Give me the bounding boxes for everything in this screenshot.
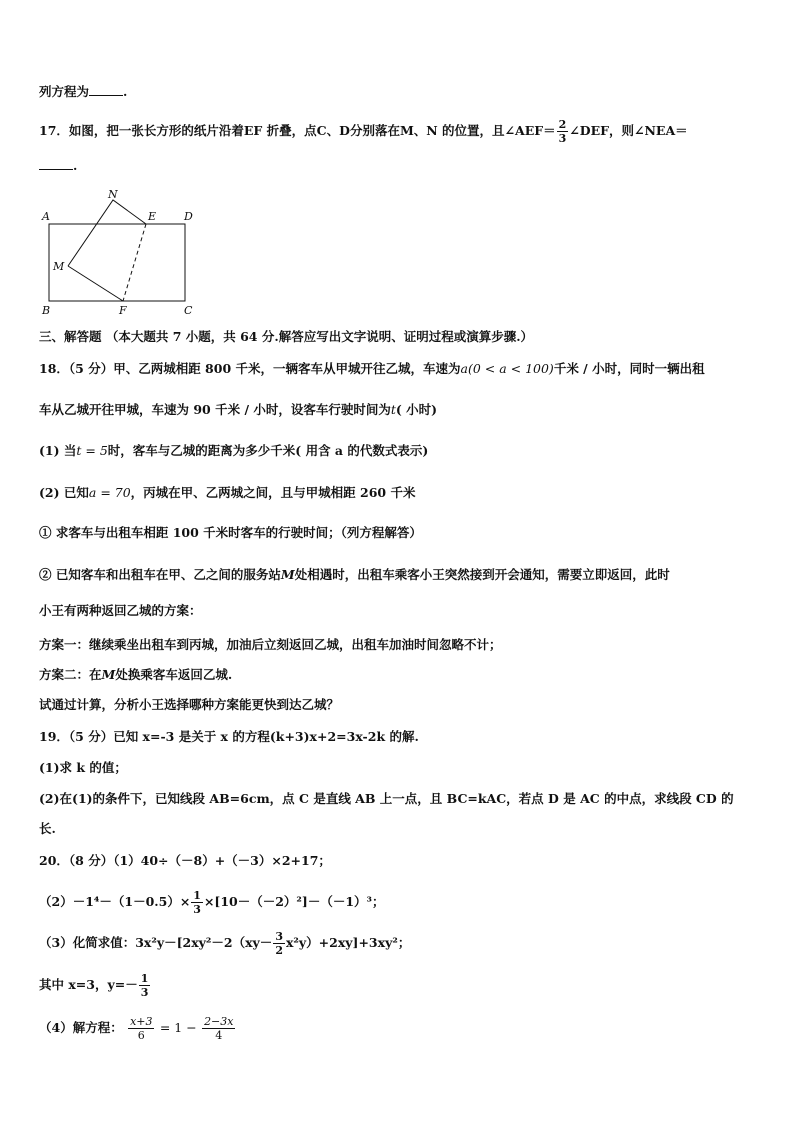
q20-fraction-1: $\frac{1}{3}$ <box>193 889 201 916</box>
question-19-line1: 19．（5 分）已知 x=-3 是关于 x 的方程(k+3)x+2=3x-2k 的解. <box>39 729 419 744</box>
folded-edge-mn-ne <box>68 200 146 266</box>
q19-part1: (1)求 k 的值； <box>39 760 127 775</box>
q20-part2: （2）－1⁴－（1－0.5）× $\frac{1}{3}$ ×[10－（－2）²]－（－1）³； <box>39 889 385 916</box>
q19-part2: (2)在(1)的条件下，已知线段 AB=6cm，点 C 是直线 AB 上一点，且 BC=kAC，若点 D 是 AC 的中点，求线段 CD 的 <box>39 791 734 806</box>
label-a: A <box>42 210 50 223</box>
q20-fraction-2: $\frac{3}{2}$ <box>275 930 283 957</box>
answer-blank[interactable] <box>89 84 123 96</box>
label-b: B <box>42 304 51 317</box>
q20-part4: （4）解方程： $\frac{x+3}{6}$ = 1 − $\frac{2-3x}{4}$ <box>39 1015 234 1042</box>
folded-edge-mf <box>68 266 123 301</box>
q19-part2-cont: 长. <box>39 821 56 836</box>
label-n: N <box>108 188 118 201</box>
rectangle-abcd <box>49 224 185 301</box>
q20-part3: （3）化简求值：3x²y－[2xy²－2（xy－ $\frac{3}{2}$ x²y）+2xy]+3xy²； <box>39 930 411 957</box>
label-m: M <box>53 260 65 273</box>
q18-subquestion-2: ② 已知客车和出租车在甲、乙之间的服务站M处相遇时，出租车乘客小王突然接到开会通知，需要立即返回，此时 <box>39 567 670 582</box>
label-e: E <box>148 210 157 223</box>
q20-part3-values: 其中 x=3，y=－ $\frac{1}{3}$ <box>39 972 149 999</box>
question-18-line2: 车从乙城开往甲城，车速为 90 千米 / 小时，设客车行驶时间为t( 小时) <box>39 402 438 417</box>
fill-blank-line: 列方程为 . <box>39 84 128 99</box>
q17-fraction: $\frac{2}{3}$ <box>558 118 567 145</box>
q18-ask: 试通过计算，分析小王选择哪种方案能更快到达乙城？ <box>39 697 340 712</box>
q18-part1: (1) 当t = 5时，客车与乙城的距离为多少千米( 用含 a 的代数式表示) <box>39 443 429 458</box>
q17-answer-blank[interactable] <box>39 158 73 170</box>
line-text: 列方程为 <box>39 84 90 99</box>
question-18-line1: 18．（5 分）甲、乙两城相距 800 千米，一辆客车从甲城开往乙城，车速为a(0 < a < 100)千米 / 小时，同时一辆出租 <box>39 361 705 376</box>
q20-fraction-3: $\frac{1}{3}$ <box>140 972 149 999</box>
q17-text-pre: 17．如图，把一张长方形的纸片沿着EF 折叠，点C、D分别落在M、N 的位置，且∠AEF＝ <box>39 123 556 138</box>
label-f: F <box>119 304 127 317</box>
q18-plan-1: 方案一：继续乘坐出租车到丙城，加油后立刻返回乙城，出租车加油时间忽略不计； <box>39 637 502 652</box>
q17-text-post: ∠DEF，则∠NEA＝ <box>569 123 688 138</box>
q18-subquestion-2-cont: 小王有两种返回乙城的方案： <box>39 603 202 618</box>
fold-line-ef <box>123 224 146 301</box>
section-3-heading: 三、解答题 （本大题共 7 小题，共 64 分.解答应写出文字说明、证明过程或演算步骤.） <box>39 329 534 344</box>
q20-equation-left-fraction: $\frac{x+3}{6}$ <box>130 1015 153 1042</box>
question-20-part1: 20．（8 分）（1）40÷（－8）+（－3）×2+17； <box>39 853 331 868</box>
question-17 <box>39 118 688 145</box>
q18-plan-2: 方案二：在M处换乘客车返回乙城. <box>39 667 233 682</box>
folded-rectangle-figure <box>38 186 198 321</box>
q18-subquestion-1: ① 求客车与出租车相距 100 千米时客车的行驶时间；（列方程解答） <box>39 525 422 540</box>
q17-answer-line: . <box>39 158 77 174</box>
q18-part2: (2) 已知a = 70，丙城在甲、乙两城之间，且与甲城相距 260 千米 <box>39 485 416 500</box>
label-c: C <box>184 304 193 317</box>
label-d: D <box>184 210 193 223</box>
q20-equation-right-fraction: $\frac{2-3x}{4}$ <box>204 1015 234 1042</box>
